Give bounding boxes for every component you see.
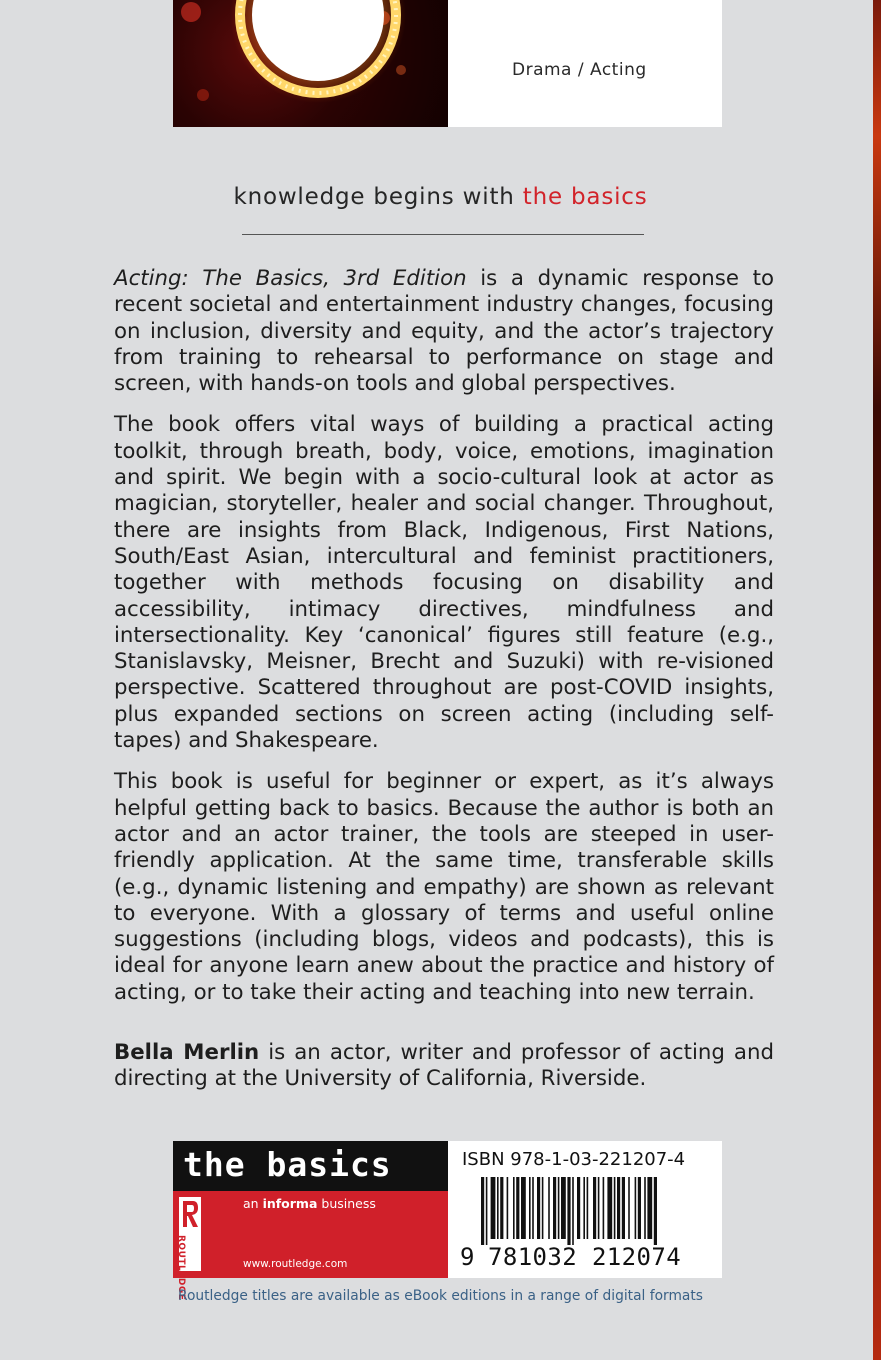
- barcode-bar: [647, 1177, 652, 1239]
- barcode-bar: [638, 1177, 641, 1239]
- informa-bold: informa: [262, 1196, 318, 1211]
- author-bio-text: is an actor, writer and professor of acting and directing at the University of California, Riverside.: [114, 1040, 774, 1092]
- barcode-bar: [529, 1177, 531, 1239]
- barcode-bar: [654, 1177, 657, 1245]
- series-logo-title: the basics: [183, 1145, 392, 1184]
- barcode: [481, 1177, 701, 1245]
- barcode-bar: [486, 1177, 488, 1245]
- book-title: Acting: The Basics, 3rd Edition: [114, 266, 467, 291]
- barcode-bar: [561, 1177, 566, 1239]
- isbn-block: [448, 1141, 722, 1278]
- barcode-bar: [598, 1177, 600, 1239]
- barcode-bar: [577, 1177, 580, 1239]
- barcode-bar: [542, 1177, 544, 1239]
- series-tagline: [0, 184, 881, 210]
- series-logo-bar: [173, 1141, 448, 1191]
- barcode-bar: [593, 1177, 596, 1239]
- tagline-lead: knowledge begins with: [233, 184, 523, 210]
- barcode-bar: [516, 1177, 519, 1239]
- barcode-bar: [583, 1177, 585, 1239]
- book-description: [114, 266, 774, 1021]
- barcode-bar: [572, 1177, 574, 1245]
- barcode-bar: [537, 1177, 540, 1239]
- barcode-bar: [622, 1177, 625, 1239]
- barcode-bar: [521, 1177, 526, 1239]
- tagline-accent: the basics: [522, 184, 648, 210]
- ebook-availability-note: Routledge titles are available as eBook editions in a range of digital formats: [178, 1288, 703, 1304]
- barcode-bar: [614, 1177, 616, 1239]
- barcode-bar: [532, 1177, 534, 1239]
- publisher-url: www.routledge.com: [243, 1258, 348, 1270]
- category-label: Drama / Acting: [512, 60, 647, 80]
- barcode-bar: [567, 1177, 570, 1245]
- barcode-bar: [553, 1177, 556, 1239]
- informa-tagline: [243, 1196, 376, 1211]
- barcode-bar: [507, 1177, 509, 1239]
- routledge-panel: [173, 1191, 448, 1301]
- barcode-bar: [603, 1177, 605, 1239]
- barcode-bar: [587, 1177, 589, 1239]
- barcode-bar: [500, 1177, 503, 1239]
- description-paragraph-2: The book offers vital ways of building a practical acting toolkit, through breath, body, voice, emotions, imagination and spirit. We begin with a socio-cultural look at actor as magician, storyteller, healer and social changer. Throughout, there are insights from Black, Indigenous, First Nations, South/East Asian, intercultural and feminist practitioners, together with methods focusing on disability and accessibility, intimacy directives, mindfulness and intersectionality. Key ‘canonical’ figures still feature (e.g., Stanislavsky, Meisner, Brecht and Suzuki) with re-visioned perspective. Scattered throughout are post-COVID insights, plus expanded sections on screen acting (including self-tapes) and Shakespeare.: [114, 412, 774, 754]
- divider: [242, 234, 644, 235]
- barcode-bar: [558, 1177, 560, 1239]
- barcode-bar: [644, 1177, 646, 1239]
- routledge-logo-icon: [176, 1197, 201, 1301]
- description-p1-text: is a dynamic response to recent societal and entertainment industry changes, focusing on inclusion, diversity and equity, and the actor’s trajectory from training to rehearsal to performance on stage and screen, with hands-on tools and global perspectives.: [114, 266, 774, 397]
- category-panel: [448, 0, 722, 127]
- author-bio: [114, 1040, 774, 1093]
- routledge-wordmark: ROUTLEDGE: [176, 1235, 186, 1301]
- informa-post: business: [317, 1196, 376, 1211]
- informa-pre: an: [243, 1196, 263, 1211]
- description-paragraph-3: This book is useful for beginner or expert, as it’s always helpful getting back to basics. Because the author is both an actor and an actor trainer, the tools are steeped in user-friendly application. At the same time, transferable skills (e.g., dynamic listening and empathy) are shown as relevant to everyone. With a glossary of terms and useful online suggestions (including blogs, videos and podcasts), this is ideal for anyone learn anew about the practice and history of acting, or to take their acting and teaching into new terrain.: [114, 769, 774, 1005]
- barcode-bar: [497, 1177, 499, 1239]
- description-paragraph-1: [114, 266, 774, 397]
- barcode-bar: [635, 1177, 637, 1239]
- barcode-bar: [607, 1177, 612, 1239]
- ean-digits: 781032 212074: [488, 1243, 682, 1271]
- barcode-bar: [481, 1177, 484, 1245]
- ean-first-digit: 9: [460, 1243, 475, 1271]
- author-name: Bella Merlin: [114, 1040, 260, 1065]
- isbn-label: ISBN 978-1-03-221207-4: [462, 1149, 686, 1170]
- publisher-logo: [173, 1141, 448, 1301]
- barcode-bar: [491, 1177, 496, 1239]
- barcode-bar: [548, 1177, 550, 1239]
- barcode-bar: [628, 1177, 630, 1239]
- spotlight-image: [173, 0, 448, 127]
- barcode-bar: [617, 1177, 620, 1239]
- barcode-bar: [513, 1177, 515, 1239]
